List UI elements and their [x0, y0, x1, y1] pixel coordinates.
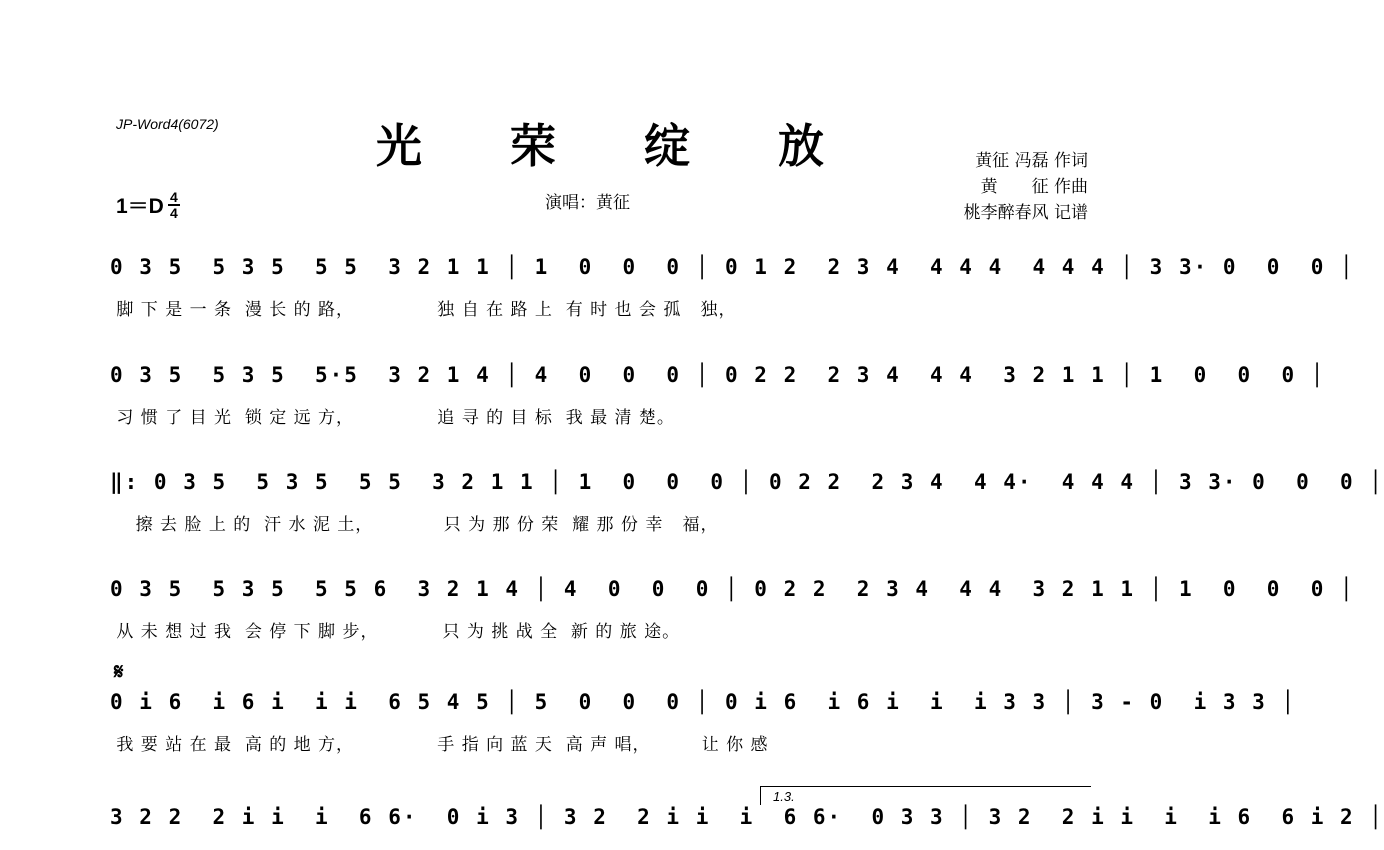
volta-label: 1.3. [773, 789, 795, 804]
composer-credit: 黄 征 作曲 [980, 177, 1088, 197]
notes-line: 0 i 6 i 6 i i i 6 5 4 5 │ 5 0 0 0 │ 0 i 6 i 6 i i i 3 3 │ 3 - 0 i 3 3 │ [110, 690, 1297, 714]
lyrics-line: 从 未 想 过 我 会 停 下 脚 步， 只 为 挑 战 全 新 的 旅 途。 [110, 622, 681, 642]
lyrics-line: 习 惯 了 目 光 锁 定 远 方， 追 寻 的 目 标 我 最 清 楚。 [110, 408, 675, 428]
notes-line: 0 3 5 5 3 5 5 5 6 3 2 1 4 │ 4 0 0 0 │ 0 2 2 2 3 4 4 4 3 2 1 1 │ 1 0 0 0 │ [110, 577, 1355, 601]
time-bottom: 4 [169, 205, 178, 221]
credits [964, 148, 1088, 226]
lyrics-line: 擦 去 脸 上 的 汗 水 泥 土， 只 为 那 份 荣 耀 那 份 幸 福， [110, 515, 719, 535]
volta-bracket [760, 786, 1091, 805]
lyricist-credit: 黄征 冯磊 作词 [975, 151, 1088, 171]
song-title: 光 荣 绽 放 [375, 119, 861, 173]
notes-line: 3 2 2 2 i i i 6 6· 0 i 3 │ 3 2 2 i i i 6 6· 0 3 3 │ 3 2 2 i i i i 6 6 i 2 │ [110, 805, 1384, 829]
key-label: 1＝D [116, 195, 164, 218]
notes-line: 0 3 5 5 3 5 5 5 3 2 1 1 │ 1 0 0 0 │ 0 1 2 2 3 4 4 4 4 4 4 4 │ 3 3· 0 0 0 │ [110, 255, 1355, 279]
lyrics-line: 脚 下 是 一 条 漫 长 的 路， 独 自 在 路 上 有 时 也 会 孤 独， [110, 300, 737, 320]
transcriber-credit: 桃李醉春风 记谱 [963, 203, 1088, 223]
notes-line: ‖: 0 3 5 5 3 5 5 5 3 2 1 1 │ 1 0 0 0 │ 0 2 2 2 3 4 4 4· 4 4 4 │ 3 3· 0 0 0 │ [110, 470, 1384, 494]
time-signature [168, 190, 180, 220]
time-top: 4 [169, 189, 178, 205]
software-label: JP-Word4(6072) [116, 116, 219, 132]
notes-line: 0 3 5 5 3 5 5·5 3 2 1 4 │ 4 0 0 0 │ 0 2 2 2 3 4 4 4 3 2 1 1 │ 1 0 0 0 │ [110, 363, 1326, 387]
key-signature [116, 190, 180, 220]
singer-label: 演唱：黄征 [545, 193, 630, 213]
segno-sign: 𝄋 [114, 660, 124, 685]
lyrics-line: 我 要 站 在 最 高 的 地 方， 手 指 向 蓝 天 高 声 唱， 让 你 感 [110, 735, 769, 755]
